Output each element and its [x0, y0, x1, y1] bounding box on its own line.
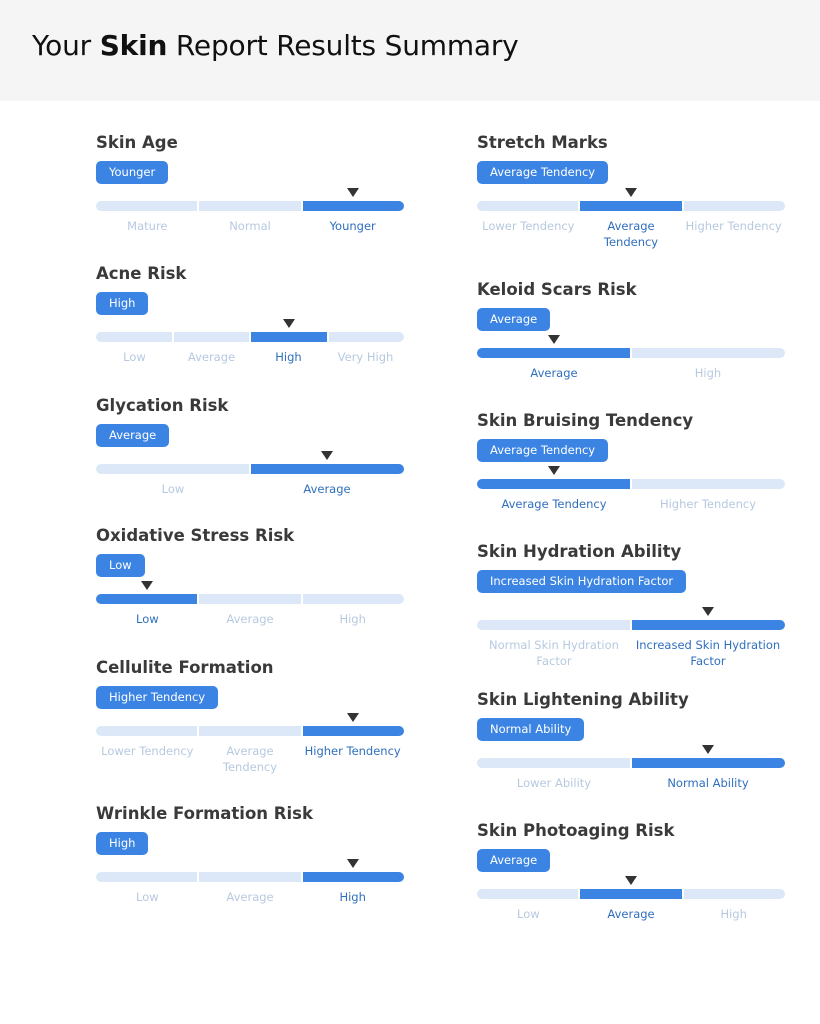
- scale-segment: [632, 479, 785, 489]
- scale-bar: [477, 758, 785, 768]
- triangle-down-icon: [141, 581, 153, 590]
- scale-segment: [477, 348, 630, 358]
- triangle-down-icon: [625, 188, 637, 197]
- triangle-down-icon: [347, 859, 359, 868]
- scale-labels: [96, 743, 404, 775]
- page-title: [32, 29, 519, 62]
- result-badge: Average Tendency: [477, 439, 608, 462]
- scale-label: High: [339, 890, 366, 904]
- scale-segment: [477, 889, 578, 899]
- scale-segment: [477, 479, 630, 489]
- scale-label: Normal Ability: [667, 776, 749, 790]
- scale-segment: [96, 726, 197, 736]
- scale-labels: [477, 775, 785, 791]
- result-badge: High: [96, 832, 148, 855]
- scale-label: Average Tendency: [603, 219, 659, 249]
- result-badge: Average Tendency: [477, 161, 608, 184]
- scale-bar: [477, 201, 785, 211]
- scale-label: Low: [517, 907, 540, 921]
- scale-label: High: [275, 350, 302, 364]
- scale-segment: [580, 201, 681, 211]
- scale-labels: [96, 611, 404, 627]
- scale-label: Increased Skin Hydration Factor: [635, 638, 781, 668]
- card-title: Skin Hydration Ability: [477, 542, 682, 561]
- scale-segment: [199, 726, 300, 736]
- scale-label: Mature: [127, 219, 168, 233]
- scale-segment: [329, 332, 405, 342]
- card-title: Wrinkle Formation Risk: [96, 804, 313, 823]
- triangle-down-icon: [702, 745, 714, 754]
- scale-segment: [199, 594, 300, 604]
- card-title: Skin Bruising Tendency: [477, 411, 694, 430]
- scale-segment: [251, 332, 327, 342]
- result-badge: High: [96, 292, 148, 315]
- scale-label: Normal: [229, 219, 271, 233]
- scale-labels: [477, 496, 785, 512]
- card-title: Acne Risk: [96, 264, 187, 283]
- scale-label: Normal Skin Hydration Factor: [489, 638, 619, 668]
- page-header: [0, 0, 820, 101]
- scale-label: Low: [136, 612, 159, 626]
- scale-label: High: [720, 907, 747, 921]
- scale-segment: [632, 348, 785, 358]
- scale-label: Higher Tendency: [304, 744, 401, 758]
- card-title: Skin Age: [96, 133, 178, 152]
- scale-segment: [477, 758, 630, 768]
- card-title: Skin Lightening Ability: [477, 690, 689, 709]
- scale-labels: [477, 906, 785, 922]
- title-bold-word: Skin: [99, 29, 168, 62]
- scale-segment: [632, 620, 785, 630]
- scale-segment: [477, 620, 630, 630]
- scale-bar: [96, 332, 404, 342]
- card-title: Stretch Marks: [477, 133, 608, 152]
- scale-segment: [96, 872, 197, 882]
- result-badge: Younger: [96, 161, 168, 184]
- result-badge: Increased Skin Hydration Factor: [477, 570, 686, 593]
- scale-bar: [96, 464, 404, 474]
- scale-segment: [632, 758, 785, 768]
- scale-segment: [199, 872, 300, 882]
- scale-label: Average Tendency: [222, 744, 278, 774]
- scale-label: Low: [161, 482, 185, 496]
- scale-bar: [477, 620, 785, 630]
- scale-labels: [96, 889, 404, 905]
- scale-label: Average: [226, 612, 274, 626]
- scale-label: Average: [187, 350, 236, 364]
- card-title: Glycation Risk: [96, 396, 229, 415]
- scale-label: Low: [123, 350, 146, 364]
- scale-bar: [477, 479, 785, 489]
- card-title: Cellulite Formation: [96, 658, 274, 677]
- scale-label: Higher Tendency: [659, 497, 757, 511]
- card-title: Oxidative Stress Risk: [96, 526, 295, 545]
- scale-labels: [96, 481, 404, 497]
- title-prefix: Your: [32, 29, 91, 62]
- scale-bar: [96, 726, 404, 736]
- scale-label: Average: [530, 366, 578, 380]
- triangle-down-icon: [347, 713, 359, 722]
- scale-segment: [684, 201, 785, 211]
- scale-label: Lower Tendency: [482, 219, 575, 233]
- triangle-down-icon: [548, 335, 560, 344]
- card-title: Skin Photoaging Risk: [477, 821, 675, 840]
- scale-segment: [303, 594, 404, 604]
- scale-bar: [96, 872, 404, 882]
- scale-segment: [251, 464, 404, 474]
- triangle-down-icon: [548, 466, 560, 475]
- scale-labels: [96, 349, 404, 365]
- scale-label: Higher Tendency: [685, 219, 782, 233]
- result-badge: Low: [96, 554, 145, 577]
- scale-segment: [96, 594, 197, 604]
- scale-segment: [303, 872, 404, 882]
- scale-segment: [96, 201, 197, 211]
- scale-label: Average: [303, 482, 351, 496]
- scale-label: Very High: [337, 350, 394, 364]
- triangle-down-icon: [283, 319, 295, 328]
- scale-bar: [96, 594, 404, 604]
- result-badge: Average: [477, 308, 550, 331]
- scale-segment: [174, 332, 250, 342]
- scale-bar: [477, 348, 785, 358]
- scale-label: Low: [136, 890, 159, 904]
- result-badge: Average: [477, 849, 550, 872]
- scale-segment: [303, 726, 404, 736]
- triangle-down-icon: [625, 876, 637, 885]
- scale-label: Younger: [329, 219, 376, 233]
- scale-segment: [96, 332, 172, 342]
- triangle-down-icon: [702, 607, 714, 616]
- scale-label: Average: [607, 907, 655, 921]
- card-title: Keloid Scars Risk: [477, 280, 637, 299]
- triangle-down-icon: [321, 451, 333, 460]
- result-badge: Normal Ability: [477, 718, 584, 741]
- scale-segment: [580, 889, 681, 899]
- scale-label: High: [339, 612, 366, 626]
- scale-label: High: [694, 366, 722, 380]
- scale-label: Lower Tendency: [101, 744, 194, 758]
- scale-label: Average Tendency: [501, 497, 607, 511]
- scale-segment: [477, 201, 578, 211]
- scale-label: Average: [226, 890, 274, 904]
- scale-bar: [477, 889, 785, 899]
- scale-bar: [96, 201, 404, 211]
- scale-segment: [96, 464, 249, 474]
- scale-labels: [477, 637, 785, 669]
- scale-labels: [477, 218, 785, 250]
- scale-label: Lower Ability: [516, 776, 592, 790]
- triangle-down-icon: [347, 188, 359, 197]
- result-badge: Higher Tendency: [96, 686, 218, 709]
- result-badge: Average: [96, 424, 169, 447]
- scale-segment: [684, 889, 785, 899]
- scale-segment: [199, 201, 300, 211]
- scale-segment: [303, 201, 404, 211]
- title-suffix: Report Results Summary: [175, 29, 519, 62]
- scale-labels: [96, 218, 404, 234]
- scale-labels: [477, 365, 785, 381]
